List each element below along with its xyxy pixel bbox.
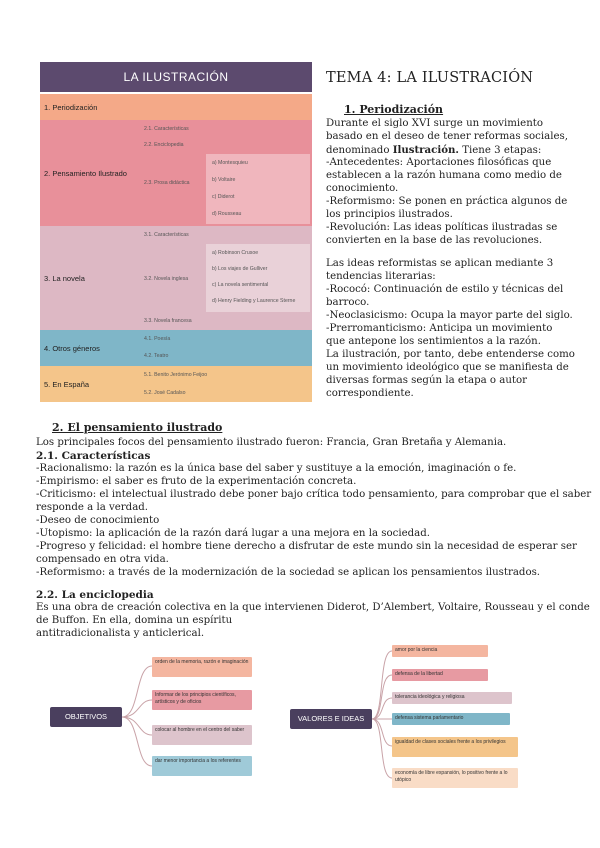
mindmap-leaf: igualdad de clases sociales frente a los privilegios	[392, 737, 518, 757]
s2-line: -Empirismo: el saber es fruto de la experimentación concreta.	[36, 476, 357, 487]
section-1-title: 1. Periodización	[344, 103, 444, 116]
outline-subsub: c) Diderot	[212, 194, 235, 200]
s2-intro: Los principales focos del pensamiento ilustrado fueron: Francia, Gran Bretaña y Alemania.	[36, 437, 507, 448]
outline-sub: 3.3. Novela francesa	[144, 318, 192, 324]
mindmap-leaf: defensa de la libertad	[392, 669, 488, 681]
s1-line: -Reformismo: Se ponen en práctica algunos de	[326, 196, 568, 207]
s1b-line: -Prerromanticismo: Anticipa un movimiento	[326, 323, 553, 334]
s2-2-heading: 2.2. La enciclopedia	[36, 589, 154, 601]
outline-subsub: b) Los viajes de Gulliver	[212, 266, 268, 272]
s1-line: basado en el deseo de tener reformas sociales,	[326, 131, 568, 142]
s2-line: compensado en otra vida.	[36, 554, 169, 565]
s1b-line: -Rococó: Continuación de estilo y técnicas del	[326, 284, 564, 295]
s1b-line: diversas formas según la etapa o autor	[326, 375, 528, 386]
s2-line: -Utopismo: la aplicación de la razón dará lugar a una mejora en la sociedad.	[36, 528, 431, 539]
outline-sub: 5.1. Benito Jerónimo Feijoo	[144, 372, 208, 378]
s2-line: -Progreso y felicidad: el hombre tiene derecho a disfrutar de este mundo sin la necesidad de esperar ser	[36, 541, 577, 552]
mindmap-leaf: colocar al hombre en el centro del saber	[152, 725, 252, 745]
s1-line: establecen a la razón humana como medio de	[326, 170, 562, 181]
outline-subsub: d) Rousseau	[212, 211, 242, 217]
s1b-line: Las ideas reformistas se aplican mediante 3	[326, 258, 554, 269]
page-title: TEMA 4: LA ILUSTRACIÓN	[326, 70, 534, 86]
mindmap-leaf: orden de la memoria, razón e imaginación	[152, 657, 252, 677]
mindmap-leaf: tolerancia ideológica y religiosa	[392, 692, 512, 704]
outline-subsub: c) La novela sentimental	[212, 282, 269, 288]
outline-row-label: 2. Pensamiento Ilustrado	[44, 168, 127, 178]
s1b-line: -Neoclasicismo: Ocupa la mayor parte del siglo.	[326, 310, 573, 321]
section-2-title: 2. El pensamiento ilustrado	[52, 421, 223, 434]
s1b-line: barroco.	[326, 297, 370, 308]
outline-sub: 5.2. José Cadalso	[144, 390, 186, 396]
s1b-line: que antepone los sentimientos a la razón.	[326, 336, 541, 347]
s2-line: -Reformismo: a través de la modernización de la sociedad se aplican los pensamientos ilustrados.	[36, 567, 541, 578]
s2-line: -Deseo de conocimiento	[36, 515, 160, 526]
s1-keyword: Ilustración.	[392, 144, 459, 156]
s1-line: -Revolución: Las ideas políticas ilustradas se	[326, 222, 558, 233]
outline-row-label: 4. Otros géneros	[44, 343, 100, 353]
s2-line: -Racionalismo: la razón es la única base del saber y sustituye a la emoción, imaginación o fe.	[36, 463, 517, 474]
mindmap-root-objetivos: OBJETIVOS	[50, 707, 122, 727]
outline-sub: 3.1. Características	[144, 232, 189, 238]
enc-line: de Buffon. En ella, domina un espíritu	[36, 615, 233, 626]
s1-line: Durante el siglo XVI surge un movimiento	[326, 118, 543, 129]
mindmap-leaf: dar menor importancia a los referentes	[152, 756, 252, 776]
outline-subsub: b) Voltaire	[212, 177, 236, 183]
outline-row-label: 1. Periodización	[44, 102, 98, 112]
s2-1-heading: 2.1. Características	[36, 450, 151, 462]
mindmap-leaf: economía de libre expansión, lo positivo frente a lo utópico	[392, 768, 518, 788]
outline-sub: 3.2. Novela inglesa	[144, 276, 189, 282]
outline-subsub: d) Henry Fielding y Laurence Sterne	[212, 298, 296, 304]
s1-line: -Antecedentes: Aportaciones filosóficas que	[326, 157, 552, 168]
s1-line: los principios ilustrados.	[326, 209, 453, 220]
outline-row-label: 5. En España	[44, 379, 90, 389]
mindmap-root-valores: VALORES E IDEAS	[290, 709, 372, 729]
s2-line: -Criticismo: el intelectual ilustrado debe poner bajo crítica todo pensamiento, para comprobar que el saber	[36, 489, 592, 500]
s1b-line: correspondiente.	[326, 388, 414, 399]
enc-line: antitradicionalista y anticlerical.	[36, 628, 205, 639]
s2-line: responde a la verdad.	[36, 502, 149, 513]
outline-row-label: 3. La novela	[44, 273, 85, 283]
s1-line-part: Tiene 3 etapas:	[458, 145, 542, 156]
s1b-line: La ilustración, por tanto, debe entenderse como	[326, 349, 575, 360]
s1-line: convierten en la base de las revoluciones.	[326, 235, 543, 246]
enc-line: Es una obra de creación colectiva en la que intervienen Diderot, D’Alembert, Voltaire, Rousseau y el conde	[36, 602, 590, 613]
outline-sub: 2.3. Prosa didáctica	[144, 180, 190, 186]
s1-line-part: denominado	[326, 145, 393, 156]
s1b-line: un movimiento ideológico que se manifiesta de	[326, 362, 569, 373]
outline-sub: 2.1. Características	[144, 126, 189, 132]
outline-subsub: a) Robinson Crusoe	[212, 250, 259, 256]
mindmap-leaf: amor por la ciencia	[392, 645, 488, 657]
outline-sub: 2.2. Enciclopedia	[144, 142, 184, 148]
outline-title: LA ILUSTRACIÓN	[40, 62, 312, 92]
mindmap-leaf: defensa sistema parlamentario	[392, 713, 510, 725]
mindmap-leaf: Informar de los principios científicos, artísticos y de oficios	[152, 690, 252, 710]
s1-line: conocimiento.	[326, 183, 399, 194]
outline-subsub: a) Montesquieu	[212, 160, 248, 166]
outline-sub: 4.1. Poesía	[144, 336, 171, 342]
outline-sub: 4.2. Teatro	[144, 353, 169, 359]
s1b-line: tendencias literarias:	[326, 271, 436, 282]
